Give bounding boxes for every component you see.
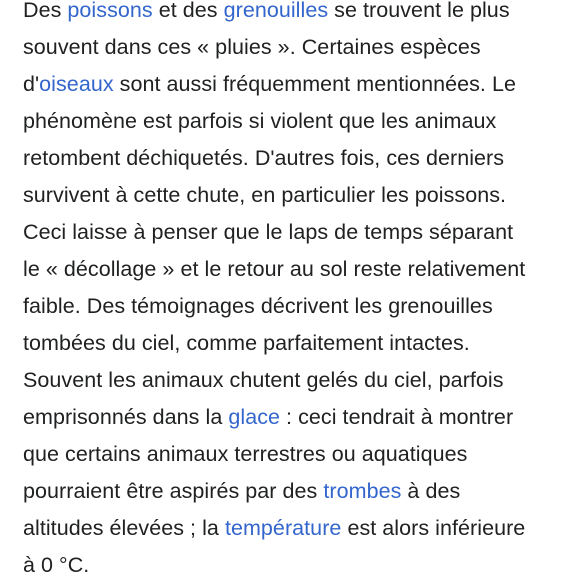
text-line: [23, 251, 525, 288]
text-run: est alors inférieure: [341, 516, 526, 540]
text-run: phénomène est parfois si violent que les animaux: [23, 109, 497, 133]
link-temperature[interactable]: température: [224, 516, 342, 540]
text-line: [23, 0, 510, 29]
text-run: que certains animaux terrestres ou aquatiques: [23, 442, 468, 466]
text-run: se trouvent le plus: [328, 0, 510, 22]
text-line: [23, 547, 89, 584]
text-line: [23, 29, 481, 66]
text-run: pourraient être aspirés par des: [23, 479, 324, 503]
text-line: [23, 510, 525, 547]
text-run: souvent dans ces « pluies ». Certaines espèces: [23, 35, 481, 59]
text-run: altitudes élevées ; la: [23, 516, 225, 540]
text-line: [23, 473, 460, 510]
text-run: tombées du ciel, comme parfaitement intactes.: [23, 331, 470, 355]
text-line: [23, 325, 470, 362]
link-oiseaux[interactable]: oiseaux: [39, 72, 114, 96]
text-run: et des: [152, 0, 224, 22]
text-run: survivent à cette chute, en particulier les poissons.: [23, 183, 507, 207]
text-line: [23, 362, 504, 399]
text-line: [23, 66, 516, 103]
text-run: Ceci laisse à penser que le laps de temps séparant: [23, 220, 514, 244]
text-run: emprisonnés dans la: [23, 405, 229, 429]
text-line: [23, 288, 493, 325]
text-line: [23, 177, 506, 214]
text-line: [23, 399, 513, 436]
link-poissons[interactable]: poissons: [67, 0, 153, 22]
link-glace[interactable]: glace: [228, 405, 281, 429]
text-run: d': [23, 72, 40, 96]
text-run: Des: [23, 0, 68, 22]
link-trombes[interactable]: trombes: [323, 479, 402, 503]
text-line: [23, 103, 496, 140]
text-line: [23, 436, 467, 473]
text-run: sont aussi fréquemment mentionnées. Le: [113, 72, 516, 96]
text-run: : ceci tendrait à montrer: [280, 405, 514, 429]
text-line: [23, 140, 504, 177]
text-line: [23, 214, 513, 251]
text-run: à des: [401, 479, 461, 503]
text-run: retombent déchiquetés. D'autres fois, ces derniers: [23, 146, 505, 170]
text-run: à 0 °C.: [23, 553, 90, 577]
link-grenouilles[interactable]: grenouilles: [223, 0, 329, 22]
text-run: Souvent les animaux chutent gelés du ciel, parfois: [23, 368, 504, 392]
text-run: le « décollage » et le retour au sol reste relativement: [23, 257, 526, 281]
text-run: faible. Des témoignages décrivent les grenouilles: [23, 294, 493, 318]
